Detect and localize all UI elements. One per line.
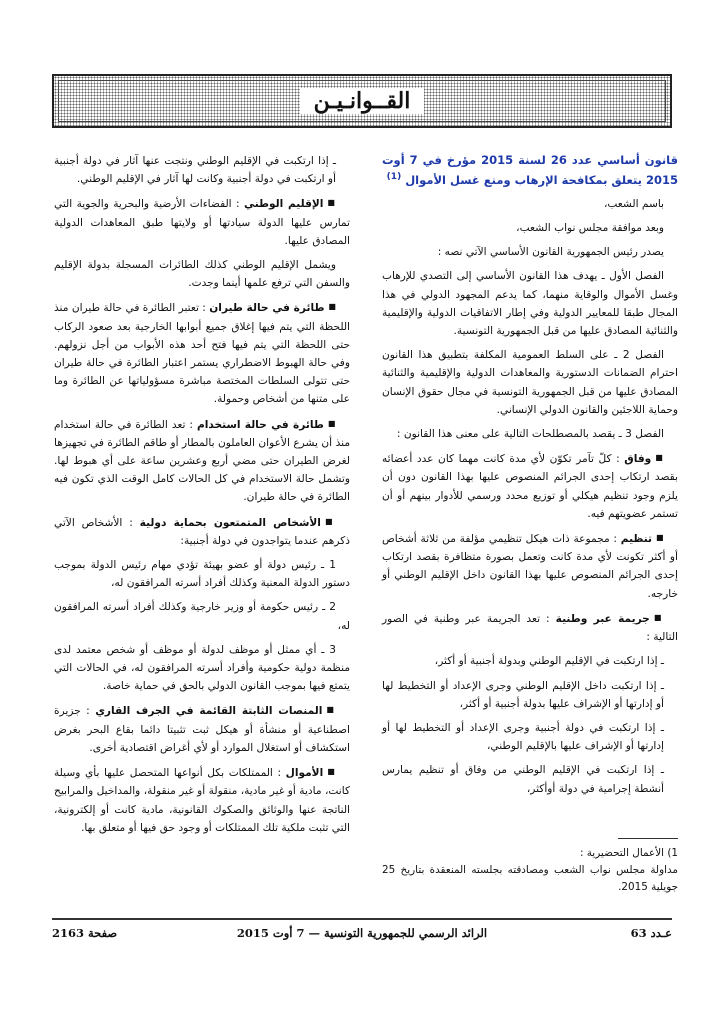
definition-text: : الأشخاص الآتي ذكرهم عندما يتواجدون في دولة أجنبية:	[54, 516, 350, 547]
definition-organization	[382, 529, 678, 603]
definition-text: : جزيرة اصطناعية أو منشأة أو هيكل ثبت تثبيتا دائما بقاع البحر بغرض استكشاف أو استغلال الموارد أو لأي أغراض اقتصادية أخرى.	[54, 705, 350, 754]
footnote-title: 1) الأعمال التحضيرية :	[579, 846, 678, 859]
definition-funds	[54, 763, 350, 837]
definition-term: وفاق	[624, 453, 652, 466]
bullet-icon: ■	[326, 705, 336, 715]
section-banner	[52, 74, 672, 128]
preamble-2: وبعد موافقة مجلس نواب الشعب،	[516, 222, 664, 235]
bullet-icon: ■	[655, 453, 664, 463]
case-4: ـ إذا ارتكبت في الإقليم الوطني من وفاق أو تنظيم يمارس أنشطة إجرامية في دولة أوأكثر،	[382, 764, 664, 795]
chapter-2: الفصل 2 ـ على السلط العمومية المكلفة بتطبيق هذا القانون احترام الضمانات الدستورية والمعاهدات الدولية والإقليمية والثنائية المصادق عليها من قبل الجمهورية التونسية في مجال حقوق الإنسان وحماية اللاجئين والقانون الدولي الإنساني.	[382, 349, 678, 416]
definition-text: : كلّ تآمر تكوّن لأي مدة كانت مهما كان عدد أعضائه بقصد ارتكاب إحدى الجرائم المنصوص عليها بهذا القانون دون أن يلزم وجود تنظيم هيكلي أو توزيع محدد ورسمي للأدوار بينهم أو أن تستمر عضويتهم فيه.	[382, 453, 678, 520]
section-title: القــوانـيـن	[300, 88, 425, 114]
footer-rule	[52, 918, 672, 920]
footnote-separator	[618, 838, 678, 839]
bullet-icon: ■	[324, 516, 336, 526]
definition-term: المنصات الثابتة القائمة في الجرف القاري	[95, 705, 323, 718]
law-title-footnote-ref: (1)	[386, 172, 402, 182]
bullet-icon: ■	[653, 612, 665, 622]
definition-term: الأموال	[285, 767, 324, 780]
definition-fixed-platforms	[54, 701, 350, 757]
bullet-icon: ■	[328, 302, 337, 312]
left-column	[54, 152, 350, 843]
bullet-icon: ■	[327, 418, 336, 428]
page-footer	[52, 926, 672, 946]
footnote-text: مداولة مجلس نواب الشعب ومصادقته بجلسته المنعقدة بتاريخ 25 جويلية 2015.	[382, 863, 678, 893]
definition-term: الإقليم الوطني	[244, 198, 324, 211]
definition-aircraft-in-flight	[54, 298, 350, 408]
definition-national-territory	[54, 194, 350, 250]
case-2: ـ إذا ارتكبت داخل الإقليم الوطني وجرى الإعداد أو التخطيط لها أو إدارتها أو الإشراف عليها بدولة أجنبية أو أكثر،	[382, 679, 664, 710]
law-title-text: قانون أساسي عدد 26 لسنة 2015 مؤرخ في 7 أوت 2015 يتعلق بمكافحة الإرهاب ومنع غسل الأموال	[382, 153, 678, 187]
preamble-1: باسم الشعب،	[603, 197, 664, 210]
issue-number: عـدد 63	[630, 926, 672, 940]
bullet-icon: ■	[327, 767, 336, 777]
definition-text: : تعتبر الطائرة في حالة طيران منذ اللحظة التي يتم فيها إغلاق جميع أبوابها الخارجية بعد صعود الركاب حتى اللحظة التي يتم فيها فتح أحد هذه الأبواب من أجل نزولهم. وفي حالة الهبوط الاضطراري يستمر اعتبار الطائرة في حالة طيران حتى تتولى السلطات المختصة مباشرة مسؤولياتها عن الطائرة وما على متنها من أشخاص وحمولة.	[54, 302, 350, 406]
case-1: ـ إذا ارتكبت في الإقليم الوطني وبدولة أجنبية أو أكثر،	[434, 655, 664, 668]
definition-term: جريمة عبر وطنية	[555, 612, 650, 625]
bullet-icon: ■	[656, 533, 665, 543]
bullet-icon: ■	[327, 198, 336, 208]
territory-note: ويشمل الإقليم الوطني كذلك الطائرات المسجلة بدولة الإقليم والسفن التي ترفع علمها أينما وجدت.	[54, 259, 350, 290]
case-5: ـ إذا ارتكبت في الإقليم الوطني ونتجت عنها آثار في دولة أجنبية أو ارتكبت في دولة أجنبية وكانت لها آثار في الإقليم الوطني.	[54, 155, 336, 186]
right-column	[382, 152, 678, 896]
protected-item-2: 2 ـ رئيس حكومة أو وزير خارجية وكذلك أفراد أسرته المرافقون له،	[54, 601, 350, 632]
definition-term: تنظيم	[620, 533, 653, 546]
chapter-3: الفصل 3 ـ يقصد بالمصطلحات التالية على معنى هذا القانون :	[396, 428, 664, 441]
definition-text: : الممتلكات بكل أنواعها المتحصل عليها بأي وسيلة كانت، مادية أو غير مادية، منقولة أو غير منقولة، والمداخيل والمرابيح الناتجة عنها والوثائق والصكوك القانونية، مادية كانت أو إلكترونية، التي تثبت ملكية تلك الممتلكات أو وجود حق فيها أو متعلق بها.	[54, 767, 350, 834]
definition-protected-persons	[54, 513, 350, 550]
case-3: ـ إذا ارتكبت في دولة أجنبية وجرى الإعداد أو التخطيط لها أو إدارتها أو الإشراف عليها بالإقليم الوطني،	[382, 721, 664, 753]
definition-text: : تعد الجريمة عبر وطنية في الصور التالية :	[382, 612, 678, 644]
definition-aircraft-in-service	[54, 415, 350, 507]
definition-text: : مجموعة ذات هيكل تنظيمي مؤلفة من ثلاثة أشخاص أو أكثر تكونت لأي مدة كانت وتعمل بصورة متظافرة بقصد ارتكاب إحدى الجرائم المنصوص عليها بهذا القانون داخل الإقليم الوطني أو خارجه.	[382, 533, 678, 600]
journal-title: الرائد الرسمي للجمهورية التونسية — 7 أوت 2015	[236, 926, 488, 940]
definition-agreement	[382, 449, 678, 523]
definition-text: : تعد الطائرة في حالة استخدام منذ أن يشرع الأعوان العاملون بالمطار أو طاقم الطائرة في تجهيزها لغرض الطيران حتى مضي أربع وعشرين ساعة على أي هبوط لها. وتشمل حالة الاستخدام في كل الحالات كامل الوقت الذي تكون فيه الطائرة في حالة طيران.	[54, 418, 350, 504]
chapter-1: الفصل الأول ـ يهدف هذا القانون الأساسي إلى التصدي للإرهاب وغسل الأموال والوقاية منهما، كما يدعم المجهود الدولي في هذا المجال طبقا للمعايير الدولية وفي إطار الاتفاقيات الدولية والإقليمية والثنائية المصادق عليها من قبل الجمهورية التونسية.	[382, 270, 678, 338]
protected-item-1: 1 ـ رئيس دولة أو عضو بهيئة تؤدي مهام رئيس الدولة بموجب دستور الدولة المعنية وكذلك أفراد أسرته المرافقون له،	[54, 559, 350, 590]
definition-term: طائرة في حالة طيران	[209, 302, 325, 315]
definition-text: : الفضاءات الأرضية والبحرية والجوية التي تمارس عليها الدولة سيادتها أو ولايتها طبق المعاهدات الدولية المصادق عليها.	[54, 198, 350, 247]
definition-term: طائرة في حالة استخدام	[196, 418, 324, 431]
preamble-3: يصدر رئيس الجمهورية القانون الأساسي الآتي نصه :	[437, 246, 664, 259]
definition-term: الأشخاص المتمتعون بحماية دولية	[139, 516, 321, 529]
definition-transnational-crime	[382, 609, 678, 646]
law-title	[382, 152, 678, 189]
page-number: صفحة 2163	[52, 926, 118, 940]
protected-item-3: 3 ـ أي ممثل أو موظف لدولة أو موظف أو شخص معتمد لدى منظمة دولية حكومية وأفراد أسرته المرافقون له، في الحالات التي يتمتع فيها بموجب القانون الدولي بالحق في حماية خاصة.	[54, 643, 350, 693]
